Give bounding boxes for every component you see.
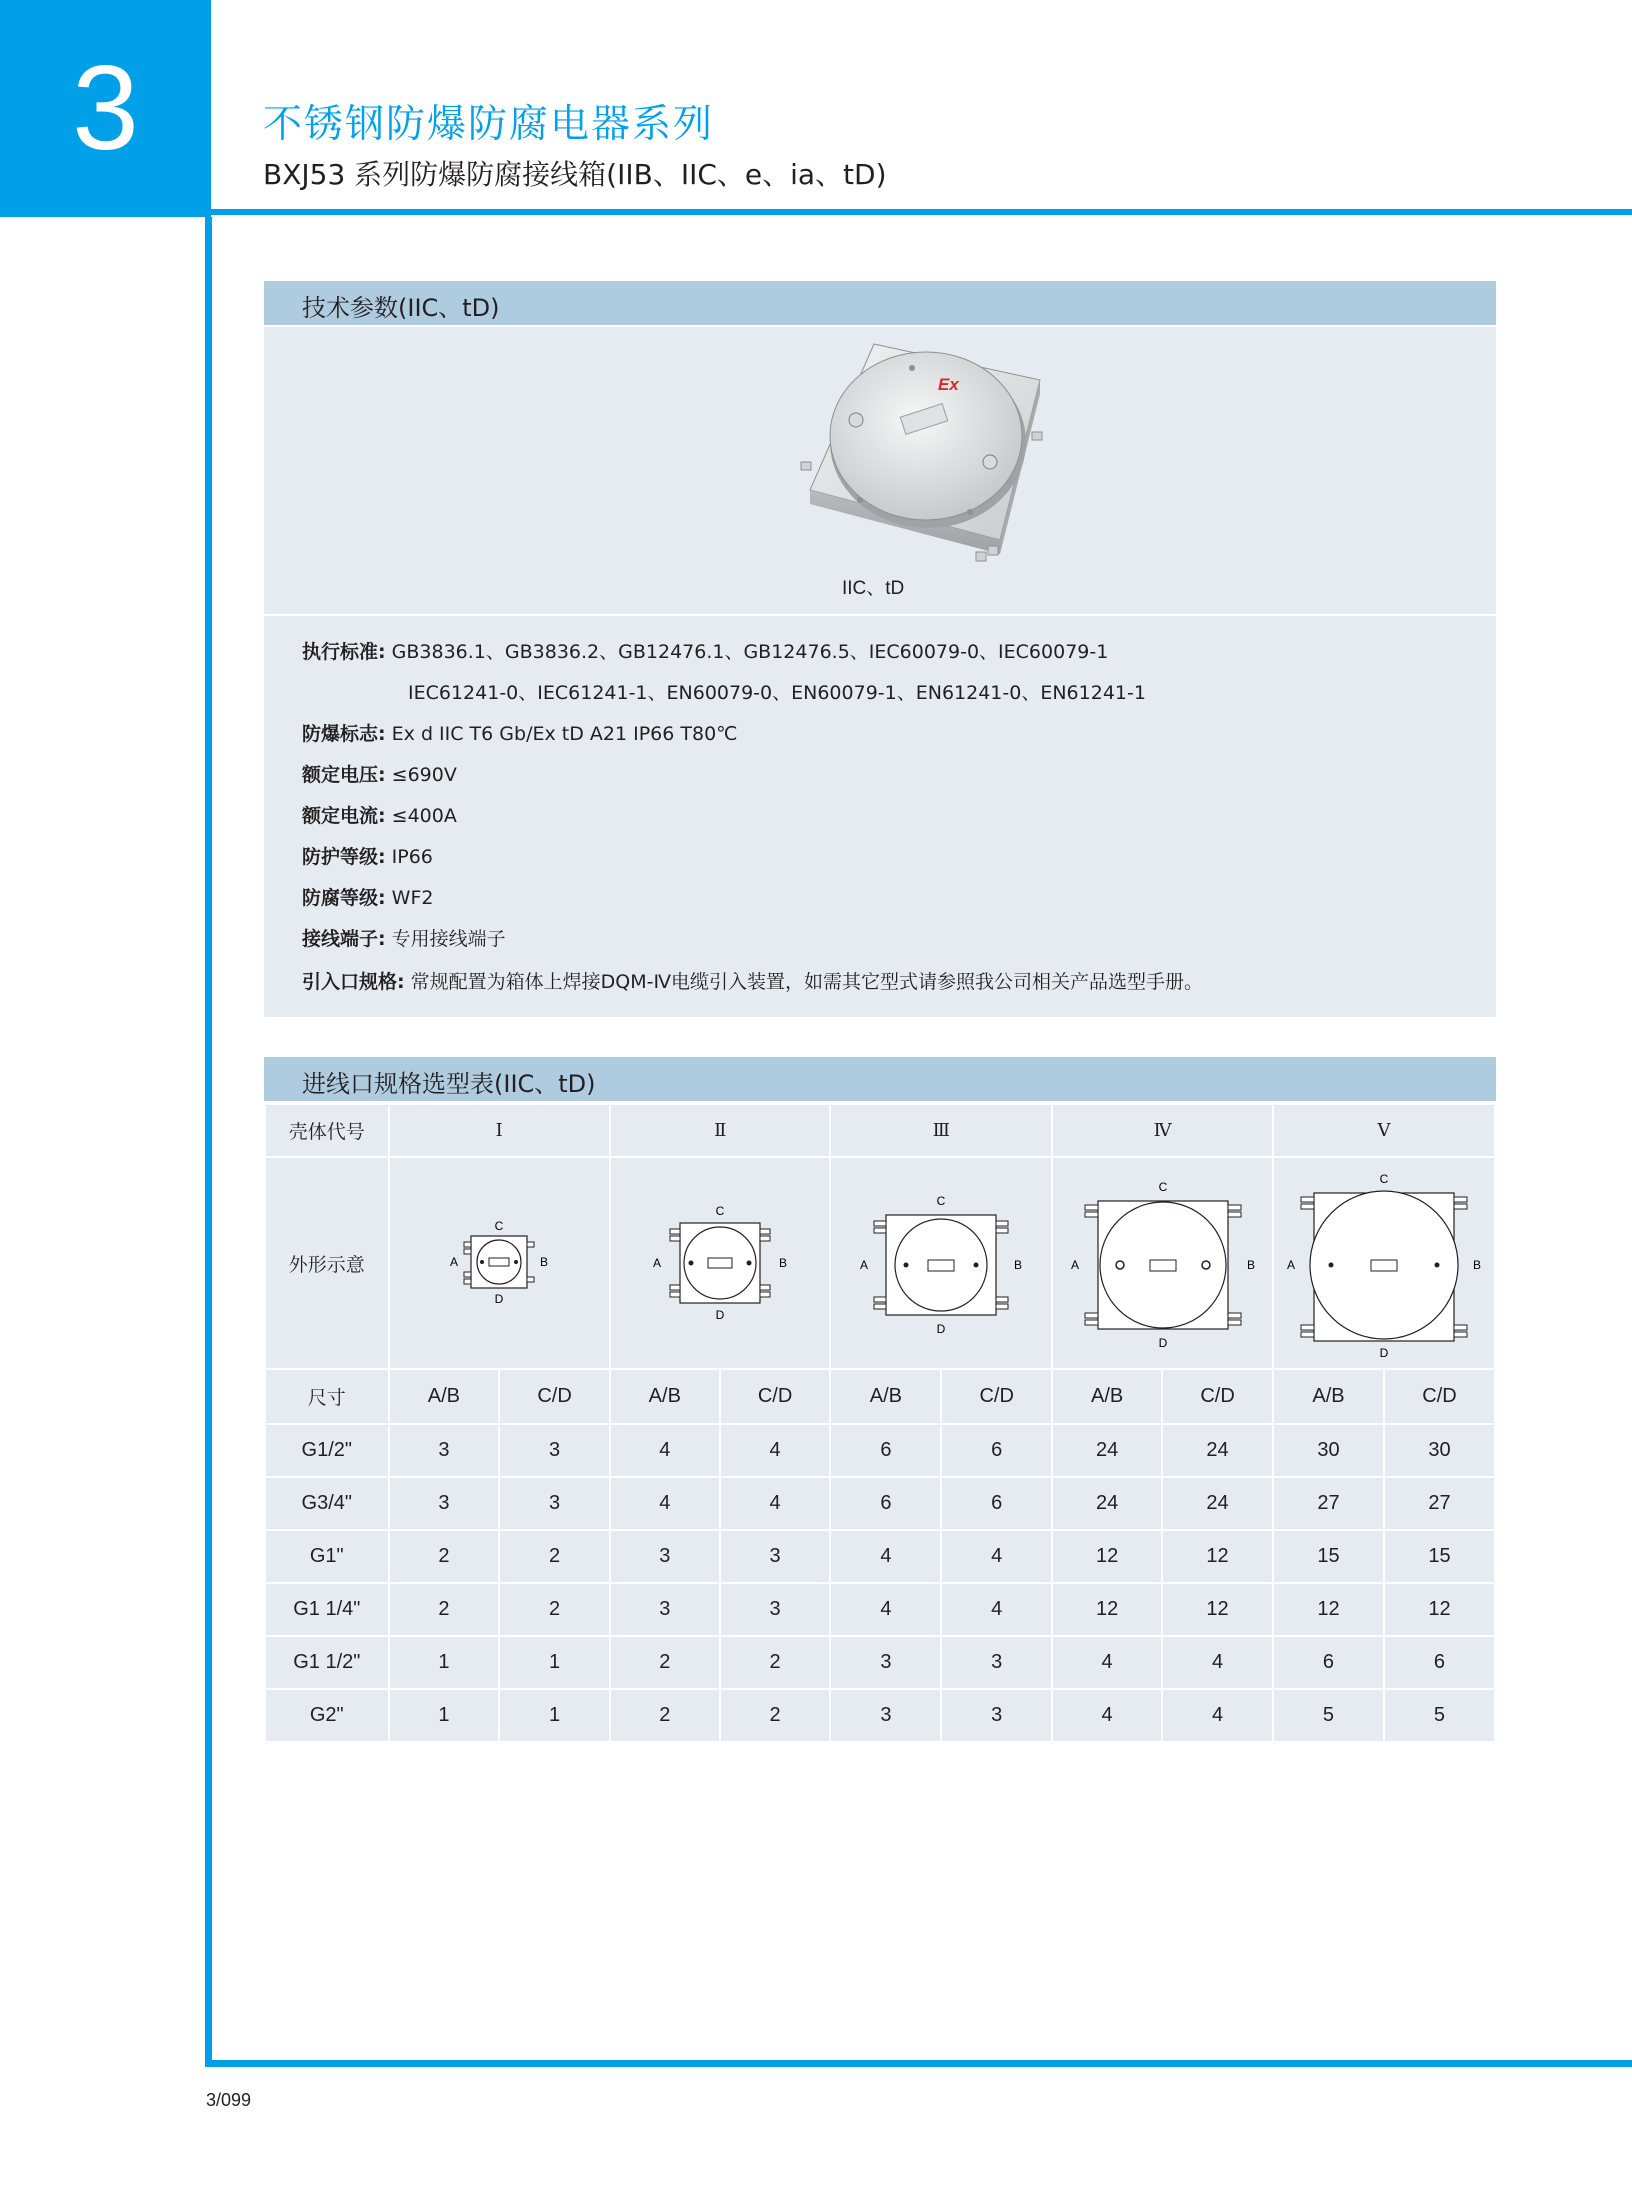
value-cell: 2 [720,1636,831,1689]
value-cell: 1 [389,1636,500,1689]
shape-cell [389,1157,610,1369]
enclosure-drawing-3 [856,1183,1026,1343]
value-cell: 3 [830,1636,941,1689]
page-number: 3/099 [206,2090,252,2110]
selection-section-header [264,1057,1496,1101]
value-cell: 4 [610,1477,720,1530]
value-cell: 1 [499,1689,610,1742]
value-cell: 12 [1052,1530,1162,1583]
chapter-number: 3 [72,41,139,175]
tech-section-header [264,281,1496,325]
table-row [265,1424,1495,1477]
value-cell: 4 [720,1477,831,1530]
spec-row [302,924,506,951]
spec-value: WF2 [391,887,434,909]
value-cell: 4 [1162,1689,1273,1742]
tech-section-title: 技术参数(IIC、tD) [302,294,500,322]
value-cell: 3 [610,1583,720,1636]
sub-header: C/D [720,1369,831,1424]
shell-code-row [265,1104,1495,1157]
series-title: 不锈钢防爆防腐电器系列 [263,102,715,147]
spec-label: 防爆标志: [302,723,386,745]
value-cell: 2 [389,1530,500,1583]
size-cell: G1 1/4" [265,1583,389,1636]
sub-header: A/B [1052,1369,1162,1424]
size-cell: G2" [265,1689,389,1742]
enclosure-drawing-5 [1279,1163,1489,1363]
svg-text:C: C [1379,1172,1389,1186]
ex-mark: Ex [938,375,959,394]
value-cell: 27 [1273,1477,1384,1530]
value-cell: 6 [1273,1636,1384,1689]
value-cell: 3 [720,1530,831,1583]
shape-cell [1052,1157,1273,1369]
spec-label: 额定电流: [302,805,386,827]
shape-cell [1273,1157,1495,1369]
shell-code: Ⅰ [389,1104,610,1157]
value-cell: 3 [720,1583,831,1636]
value-cell: 3 [610,1530,720,1583]
sub-header: A/B [1273,1369,1384,1424]
value-cell: 30 [1384,1424,1495,1477]
svg-text:C: C [1158,1180,1167,1194]
value-cell: 4 [1052,1689,1162,1742]
svg-text:A: A [653,1256,662,1270]
spec-value: ≤400A [391,805,457,827]
value-cell: 3 [941,1689,1052,1742]
value-cell: 27 [1384,1477,1495,1530]
photo-divider [264,614,1496,616]
value-cell: 12 [1052,1583,1162,1636]
sub-header: C/D [941,1369,1052,1424]
photo-caption: IIC、tD [842,578,905,599]
svg-text:D: D [1158,1336,1167,1350]
selection-section-title: 进线口规格选型表(IIC、tD) [302,1070,596,1098]
product-title: BXJ53 系列防爆防腐接线箱(IIB、IIC、e、ia、tD) [263,158,887,191]
value-cell: 2 [499,1583,610,1636]
value-cell: 6 [830,1477,941,1530]
spec-label: 引入口规格: [302,971,405,993]
header-rule [211,209,1632,215]
value-cell: 5 [1273,1689,1384,1742]
shape-row [265,1157,1495,1369]
svg-text:B: B [779,1256,788,1270]
product-photo [800,340,1050,570]
tech-section-body [264,327,1496,1017]
value-cell: 4 [830,1583,941,1636]
size-cell: G1/2" [265,1424,389,1477]
value-cell: 24 [1162,1477,1273,1530]
table-row [265,1530,1495,1583]
shape-label: 外形示意 [265,1157,389,1369]
table-row [265,1477,1495,1530]
value-cell: 4 [610,1424,720,1477]
svg-text:C: C [494,1219,504,1233]
value-cell: 6 [941,1424,1052,1477]
value-cell: 2 [720,1689,831,1742]
value-cell: 6 [941,1477,1052,1530]
spec-value: 专用接线端子 [391,928,506,950]
shell-label: 壳体代号 [265,1104,389,1157]
value-cell: 24 [1162,1424,1273,1477]
enclosure-drawing-1 [439,1208,559,1318]
value-cell: 15 [1273,1530,1384,1583]
spec-row [302,842,433,869]
spec-label: 防护等级: [302,846,386,868]
value-cell: 12 [1384,1583,1495,1636]
value-cell: 1 [499,1636,610,1689]
shape-cell [830,1157,1052,1369]
spec-row [302,967,1203,994]
svg-text:B: B [1014,1258,1023,1272]
svg-text:B: B [1246,1258,1255,1272]
svg-text:B: B [1472,1258,1482,1272]
svg-text:A: A [860,1258,869,1272]
size-cell: G3/4" [265,1477,389,1530]
value-cell: 5 [1384,1689,1495,1742]
spec-row [302,801,457,828]
sub-header: C/D [1162,1369,1273,1424]
value-cell: 24 [1052,1424,1162,1477]
spec-row [302,637,1108,664]
svg-text:C: C [715,1204,725,1218]
spec-row [302,760,457,787]
svg-text:C: C [936,1194,946,1208]
sub-header: A/B [610,1369,720,1424]
svg-text:A: A [1286,1258,1296,1272]
svg-text:B: B [540,1255,549,1269]
value-cell: 4 [1052,1636,1162,1689]
sub-header: C/D [499,1369,610,1424]
value-cell: 4 [1162,1636,1273,1689]
spec-value: 常规配置为箱体上焊接DQM-Ⅳ电缆引入装置，如需其它型式请参照我公司相关产品选型手册。 [410,971,1204,993]
value-cell: 6 [830,1424,941,1477]
value-cell: 2 [610,1636,720,1689]
size-cell: G1 1/2" [265,1636,389,1689]
value-cell: 4 [941,1530,1052,1583]
size-label: 尺寸 [265,1369,389,1424]
sub-header: C/D [1384,1369,1495,1424]
shell-code: Ⅳ [1052,1104,1273,1157]
value-cell: 6 [1384,1636,1495,1689]
spec-value: Ex d IIC T6 Gb/Ex tD A21 IP66 T80℃ [391,723,738,745]
shell-code: Ⅴ [1273,1104,1495,1157]
svg-text:D: D [1379,1346,1389,1360]
value-cell: 2 [610,1689,720,1742]
value-cell: 12 [1273,1583,1384,1636]
value-cell: 4 [941,1583,1052,1636]
value-cell: 3 [389,1424,500,1477]
value-cell: 3 [389,1477,500,1530]
svg-text:D: D [494,1292,504,1306]
spec-row [302,883,433,910]
table-row [265,1636,1495,1689]
side-rule [205,217,212,2067]
svg-text:D: D [936,1322,946,1336]
spec-value: IP66 [391,846,433,868]
value-cell: 24 [1052,1477,1162,1530]
sub-header-row [265,1369,1495,1424]
shape-cell [610,1157,831,1369]
spec-row [408,678,1146,705]
value-cell: 3 [941,1636,1052,1689]
value-cell: 2 [499,1530,610,1583]
sub-header: A/B [389,1369,500,1424]
sub-header: A/B [830,1369,941,1424]
svg-text:A: A [1070,1258,1079,1272]
spec-value: GB3836.1、GB3836.2、GB12476.1、GB12476.5、IEC60079-0、IEC60079-1 [391,641,1109,663]
value-cell: 3 [499,1477,610,1530]
shell-code: Ⅱ [610,1104,831,1157]
enclosure-drawing-4 [1063,1173,1263,1353]
spec-row [302,719,738,746]
value-cell: 15 [1384,1530,1495,1583]
spec-label: 额定电压: [302,764,386,786]
spec-value: IEC61241-0、IEC61241-1、EN60079-0、EN60079-1、EN61241-0、EN61241-1 [408,682,1146,704]
spec-label: 接线端子: [302,928,386,950]
footer-rule [205,2060,1632,2067]
table-row [265,1583,1495,1636]
shell-code: Ⅲ [830,1104,1052,1157]
value-cell: 3 [830,1689,941,1742]
svg-text:A: A [450,1255,459,1269]
value-cell: 4 [720,1424,831,1477]
size-cell: G1" [265,1530,389,1583]
svg-text:D: D [715,1308,725,1322]
selection-table [264,1103,1496,1743]
spec-value: ≤690V [391,764,457,786]
value-cell: 2 [389,1583,500,1636]
spec-label: 执行标准: [302,641,386,663]
spec-label: 防腐等级: [302,887,386,909]
enclosure-drawing-2 [645,1193,795,1333]
value-cell: 12 [1162,1530,1273,1583]
value-cell: 4 [830,1530,941,1583]
table-row [265,1689,1495,1742]
value-cell: 3 [499,1424,610,1477]
value-cell: 30 [1273,1424,1384,1477]
value-cell: 1 [389,1689,500,1742]
value-cell: 12 [1162,1583,1273,1636]
